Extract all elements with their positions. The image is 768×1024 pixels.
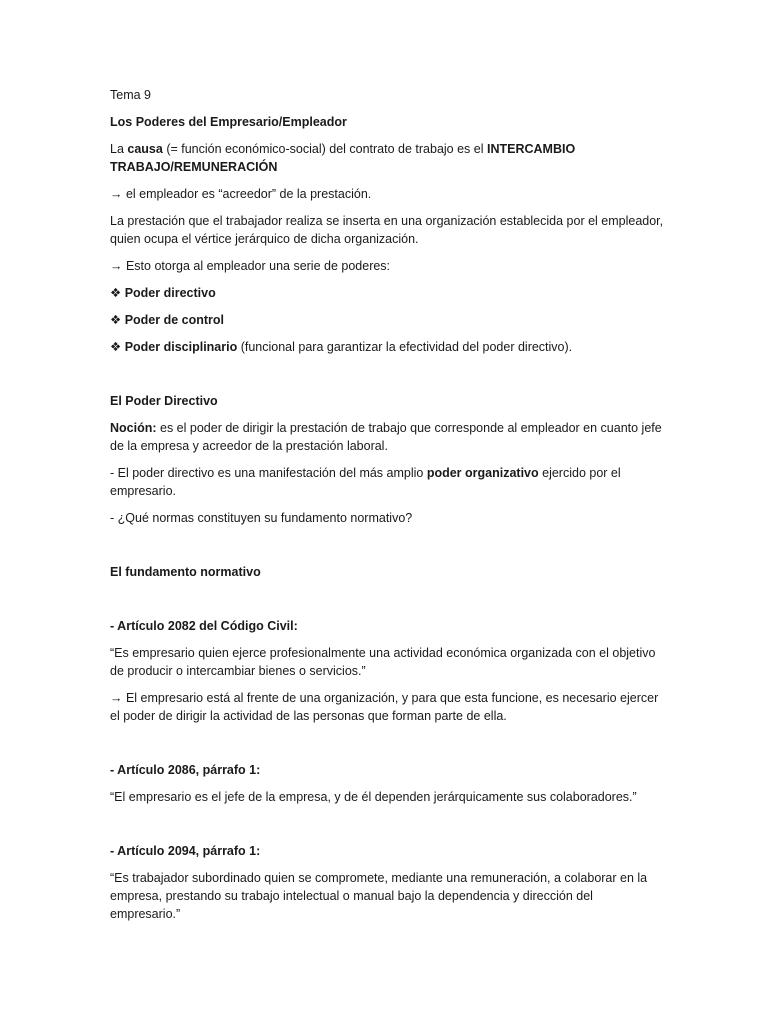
paragraph-question: - ¿Qué normas constituyen su fundamento normativo? [110, 511, 413, 525]
text: (= función económico-social) del contrato de trabajo es el [162, 142, 487, 156]
document-title: Los Poderes del Empresario/Empleador [110, 115, 347, 129]
paragraph-acreedor: → el empleador es “acreedor” de la prestación. [110, 187, 372, 201]
text: (funcional para garantizar la efectividad del poder directivo). [237, 340, 573, 354]
blank-line [110, 536, 666, 563]
section-heading-poder-directivo: El Poder Directivo [110, 394, 218, 408]
bullet-icon: ❖ [110, 340, 122, 354]
bullet-icon: ❖ [110, 286, 122, 300]
blank-line [110, 365, 666, 392]
text: - El poder directivo es una manifestación del más amplio [110, 466, 427, 480]
topic-number: Tema 9 [110, 88, 151, 102]
bullet-item [110, 284, 666, 302]
blank-line [110, 734, 666, 761]
text: La [110, 142, 128, 156]
article-comment-2082: → El empresario está al frente de una organización, y para que esta funcione, es necesario ejercer el poder de dirigir la actividad de las personas que forman parte de ella. [110, 691, 659, 723]
document-page [110, 86, 666, 932]
article-quote-2082: “Es empresario quien ejerce profesionalmente una actividad económica organizada con el objetivo de producir o intercambiar bienes o servicios.” [110, 646, 656, 678]
bullet-item [110, 338, 666, 356]
article-quote-2094: “Es trabajador subordinado quien se compromete, mediante una remuneración, a colaborar en la empresa, prestando su trabajo intelectual o manual bajo la dependencia y dirección del empresario.” [110, 871, 648, 921]
bold-text: poder organizativo [426, 466, 539, 480]
bold-text: Noción: [110, 421, 157, 435]
bold-text: Poder de control [124, 313, 225, 327]
blank-line [110, 590, 666, 617]
bold-text: Poder disciplinario [124, 340, 238, 354]
bold-text: Poder directivo [124, 286, 216, 300]
blank-line [110, 815, 666, 842]
bullet-item [110, 311, 666, 329]
article-heading-2094: - Artículo 2094, párrafo 1: [110, 844, 261, 858]
paragraph-nocion [110, 419, 666, 455]
bold-text: causa [127, 142, 163, 156]
article-quote-2086: “El empresario es el jefe de la empresa, y de él dependen jerárquicamente sus colaboradores.” [110, 790, 637, 804]
bold-text: INTERCAMBIO TRABAJO/REMUNERACIÓN [110, 142, 576, 174]
paragraph-causa [110, 140, 666, 176]
article-heading-2082: - Artículo 2082 del Código Civil: [110, 619, 298, 633]
section-heading-fundamento: El fundamento normativo [110, 565, 261, 579]
article-heading-2086: - Artículo 2086, párrafo 1: [110, 763, 261, 777]
paragraph-manifestacion [110, 464, 666, 500]
bullet-icon: ❖ [110, 313, 122, 327]
text: es el poder de dirigir la prestación de trabajo que corresponde al empleador en cuanto jefe de la empresa y acreedor de la prestación laboral. [110, 421, 662, 453]
paragraph-prestacion: La prestación que el trabajador realiza se inserta en una organización establecida por el empleador, quien ocupa el vértice jerárquico de dicha organización. [110, 214, 664, 246]
text: ejercido por el empresario. [110, 466, 621, 498]
paragraph-poderes-intro: → Esto otorga al empleador una serie de poderes: [110, 259, 391, 273]
